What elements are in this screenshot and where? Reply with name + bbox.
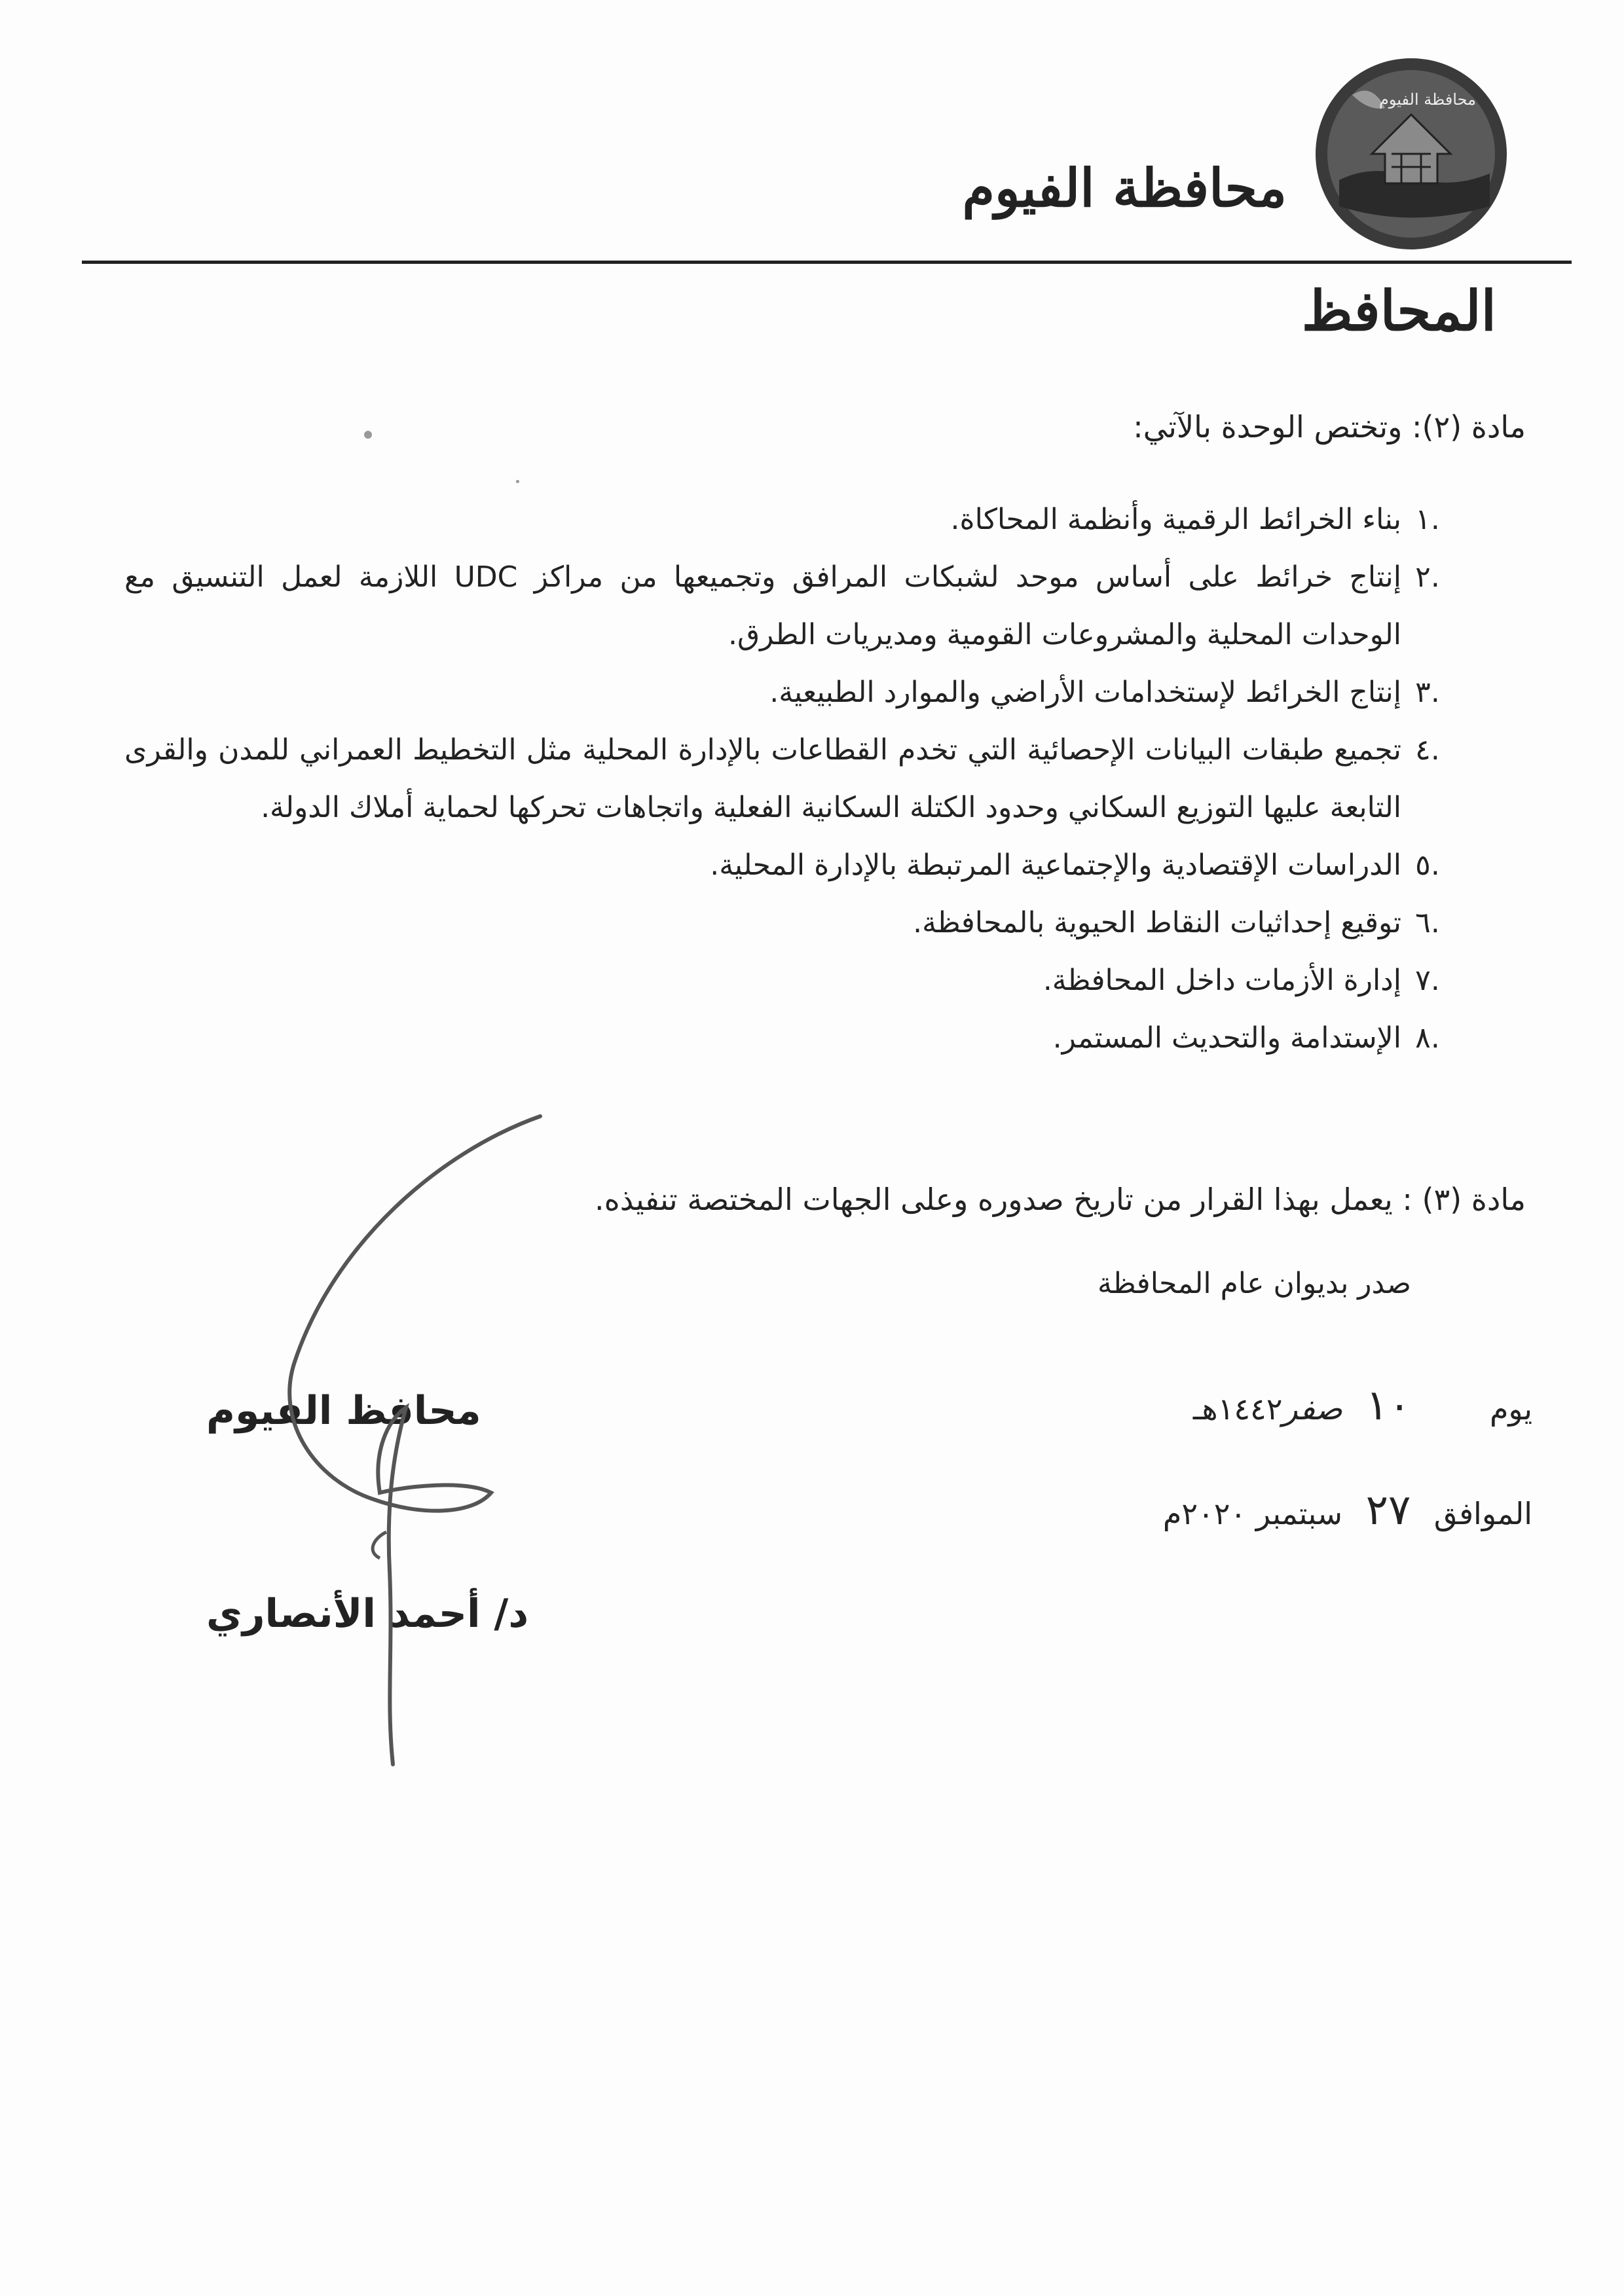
list-item [124, 664, 1454, 721]
item-number: .٤ [1415, 733, 1440, 767]
scan-speck [364, 431, 372, 439]
list-item [124, 721, 1454, 837]
emblem-text: محافظة الفيوم [1379, 90, 1476, 109]
item-text: الدراسات الإقتصادية والإجتماعية المرتبطة بالإدارة المحلية. [710, 848, 1401, 882]
article2-items-list [124, 491, 1454, 1067]
item-number: .٦ [1415, 906, 1440, 939]
item-number: .٥ [1415, 848, 1440, 882]
item-number: .١ [1415, 503, 1440, 536]
item-number: .٧ [1415, 964, 1440, 997]
governorate-name: محافظة الفيوم [962, 157, 1287, 219]
item-text: إدارة الأزمات داخل المحافظة. [1043, 964, 1401, 997]
hijri-date-row [1193, 1381, 1532, 1430]
scan-speck [516, 480, 519, 483]
item-text: الإستدامة والتحديث المستمر. [1052, 1021, 1401, 1055]
hijri-month: صفر [1282, 1391, 1342, 1427]
governorate-emblem-icon [1313, 56, 1509, 252]
item-number: .٢ [1415, 560, 1440, 594]
office-title: المحافظ [1301, 278, 1496, 343]
item-text: تجميع طبقات البيانات الإحصائية التي تخدم القطاعات بالإدارة المحلية مثل التخطيط العمراني للمدن والقرى التابعة عليها التوزيع السكاني وحدود الكتلة السكانية الفعلية واتجاهات تحركها لحماية أملاك الدولة. [124, 733, 1401, 824]
gregorian-label: الموافق [1433, 1496, 1532, 1531]
signatory-name: د/ أحمد الأنصاري [206, 1591, 529, 1637]
gregorian-date-row [1163, 1486, 1532, 1535]
issued-at: صدر بديوان عام المحافظة [1097, 1267, 1411, 1300]
item-text: توقيع إحداثيات النقاط الحيوية بالمحافظة. [913, 906, 1401, 939]
list-item [124, 952, 1454, 1010]
header-divider [82, 261, 1572, 264]
list-item [124, 549, 1454, 664]
item-text: بناء الخرائط الرقمية وأنظمة المحاكاة. [950, 503, 1401, 536]
item-number: .٣ [1415, 676, 1440, 709]
handwritten-signature [275, 1113, 550, 1768]
article3-text: مادة (٣) : يعمل بهذا القرار من تاريخ صدوره وعلى الجهات المختصة تنفيذه. [595, 1182, 1526, 1217]
article2-heading: مادة (٢): وتختص الوحدة بالآتي: [1133, 409, 1526, 445]
gregorian-month-year: سبتمبر ٢٠٢٠م [1162, 1496, 1342, 1531]
item-number: .٨ [1415, 1021, 1440, 1055]
list-item [124, 837, 1454, 894]
hijri-label: يوم [1489, 1391, 1532, 1427]
hijri-year: ١٤٤٢هـ [1192, 1391, 1283, 1427]
list-item [124, 491, 1454, 549]
list-item [124, 894, 1454, 952]
gregorian-day: ٢٧ [1365, 1486, 1411, 1535]
item-text: إنتاج الخرائط لإستخدامات الأراضي والموارد الطبيعية. [769, 676, 1401, 709]
signatory-title: محافظ الفيوم [206, 1388, 481, 1434]
item-text: إنتاج خرائط على أساس موحد لشبكات المرافق وتجميعها من مراكز UDC اللازمة لعمل التنسيق مع الوحدات المحلية والمشروعات القومية ومديريات الطرق. [124, 560, 1401, 651]
hijri-day: ١٠ [1365, 1381, 1411, 1430]
list-item [124, 1010, 1454, 1067]
